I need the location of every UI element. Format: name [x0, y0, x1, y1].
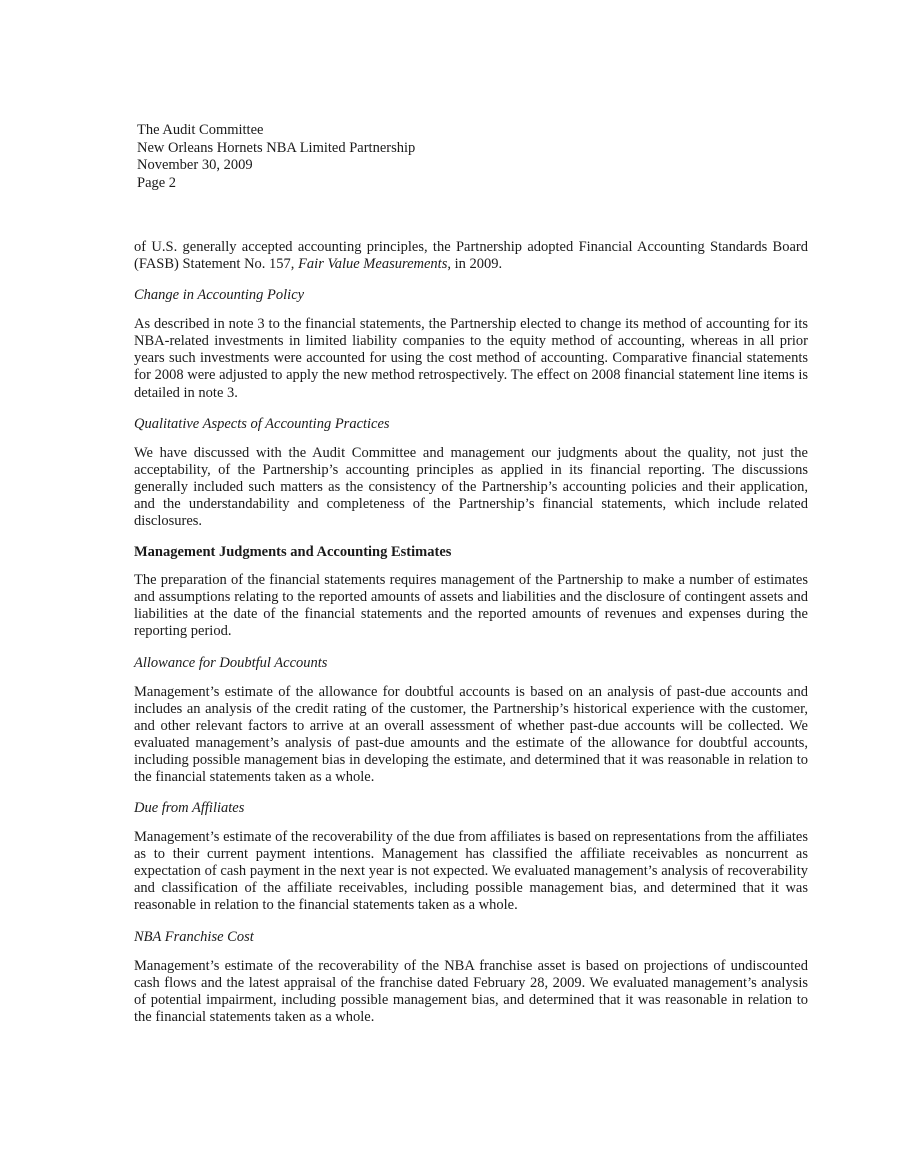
- organization-name: New Orleans Hornets NBA Limited Partnership: [137, 139, 416, 156]
- letter-date: November 30, 2009: [137, 157, 253, 173]
- allowance-heading: Allowance for Doubtful Accounts: [134, 654, 328, 671]
- addressee: The Audit Committee: [137, 122, 264, 138]
- qualitative-heading: Qualitative Aspects of Accounting Practices: [134, 415, 390, 432]
- change-policy-heading: Change in Accounting Policy: [134, 287, 305, 304]
- intro-text-before: of U.S. generally accepted accounting principles, the Partnership adopted Financial Accounting Standards Board (FASB) Statement No. 157,: [134, 239, 808, 273]
- change-policy-paragraph: As described in note 3 to the financial statements, the Partnership elected to change its method of accounting for its NBA-related investments in limited liability companies to the equity method of accounting, whereas in all prior years such investments were accounted for using the cost method of accounting. Comparative financial statements for 2008 were adjusted to apply the new method retrospectively. The effect on 2008 financial statement line items is detailed in note 3.: [134, 316, 808, 401]
- letter-body: [134, 239, 808, 1040]
- franchise-heading: NBA Franchise Cost: [134, 928, 254, 945]
- allowance-paragraph: Management’s estimate of the allowance for doubtful accounts is based on an analysis of past-due accounts and includes an analysis of the credit rating of the customer, the Partnership’s historical experience with the customer, and other relevant factors to arrive at an overall assessment of whether past-due accounts will be collected. We evaluated management’s analysis of past-due amounts and the estimate of the allowance for doubtful accounts, including possible management bias in developing the estimate, and determined that it was reasonable in relation to the financial statements taken as a whole.: [134, 683, 808, 785]
- affiliates-heading: Due from Affiliates: [134, 800, 245, 817]
- franchise-paragraph: Management’s estimate of the recoverability of the NBA franchise asset is based on projections of undiscounted cash flows and the latest appraisal of the franchise dated February 28, 2009. We evaluated management’s analysis of potential impairment, including possible management bias, and determined that it was reasonable in relation to the financial statements taken as a whole.: [134, 957, 808, 1025]
- mgmt-estimates-heading: Management Judgments and Accounting Estimates: [134, 544, 452, 561]
- mgmt-estimates-paragraph: The preparation of the financial statements requires management of the Partnership to make a number of estimates and assumptions relating to the reported amounts of assets and liabilities and the disclosure of contingent assets and liabilities at the date of the financial statements and the reported amounts of revenues and expenses during the reporting period.: [134, 572, 808, 640]
- letter-header: [137, 122, 415, 192]
- intro-text-after: , in 2009.: [447, 256, 503, 273]
- intro-paragraph: [134, 239, 808, 273]
- page-number: Page 2: [137, 174, 177, 191]
- qualitative-paragraph: We have discussed with the Audit Committee and management our judgments about the quality, not just the acceptability, of the Partnership’s accounting principles as applied in its financial reporting. The discussions generally included such matters as the consistency of the Partnership’s accounting policies and their application, and the understandability and completeness of the Partnership’s financial statements, which include related disclosures.: [134, 444, 808, 530]
- intro-standard-title: Fair Value Measurements: [298, 256, 448, 273]
- affiliates-paragraph: Management’s estimate of the recoverability of the due from affiliates is based on representations from the affiliates as to their current payment intentions. Management has classified the affiliate receivables as noncurrent as expectation of cash payment in the next year is not expected. We evaluated management’s analysis of recoverability and classification of the affiliate receivables, including possible management bias, and determined that it was reasonable in relation to the financial statements taken as a whole.: [134, 829, 808, 914]
